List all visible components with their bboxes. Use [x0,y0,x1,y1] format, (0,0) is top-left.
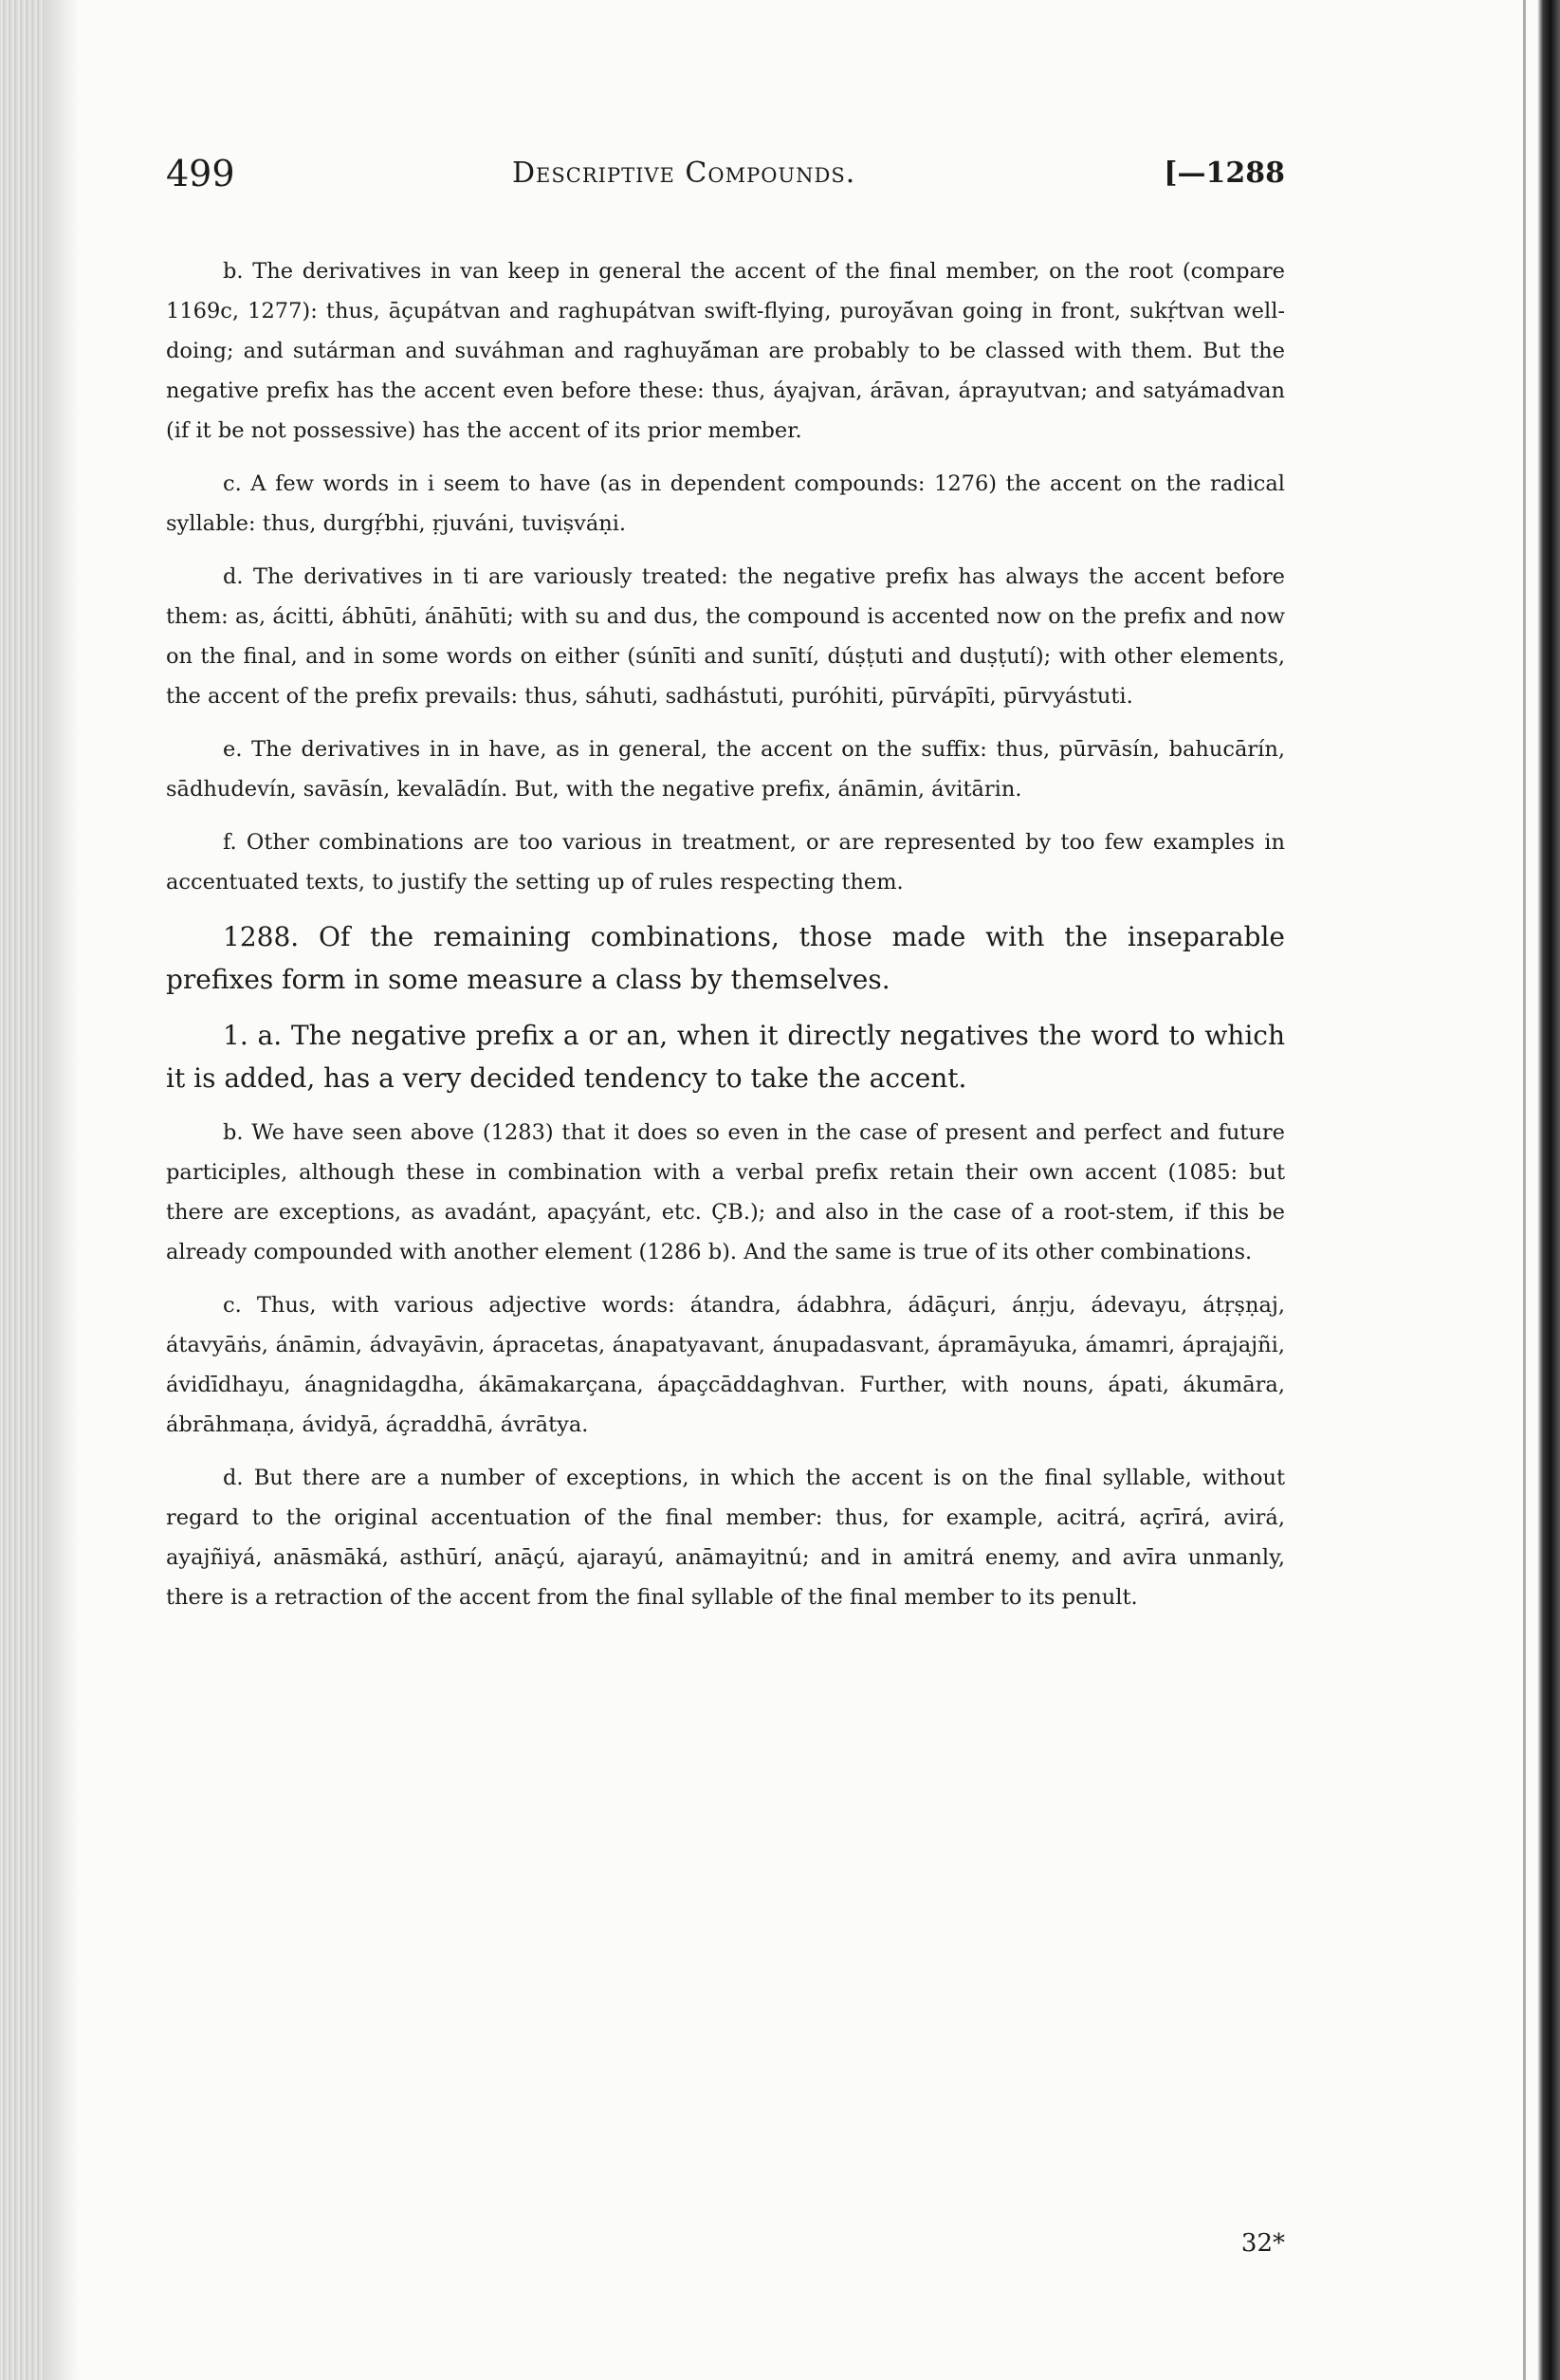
paragraph-b-derivatives-van: b. The derivatives in van keep in general the accent of the final member, on the root (compare 1169c, 1277): thus, āçupátvan and raghupátvan swift-flying, puroyā́van going in front, sukṛ́tvan well-doing; and sutárman and suváhman and raghuyā́man are probably to be classed with them. But the negative prefix has the accent even before these: thus, áyajvan, árāvan, áprayutvan; and satyámadvan (if it be not possessive) has the accent of its prior member. [166,259,1285,443]
page-edge-line [1523,0,1526,2380]
page-content [166,119,1285,2258]
page-edge-dark [1537,0,1560,2380]
paragraph-1b-participles: b. We have seen above (1283) that it does so even in the case of present and perfect and future participles, although these in combination with a verbal prefix retain their own accent (1085: but there are exceptions, as avadánt, apaçyánt, etc. ÇB.); and also in the case of a root-stem, if this be already compounded with another element (1286 b). And the same is true of its other combinations. [166,1120,1285,1264]
paragraph-c-words-in-i: c. A few words in i seem to have (as in dependent compounds: 1276) the accent on the radical syllable: thus, durgṛ́bhi, ṛjuváni, tuviṣváṇi. [166,471,1285,536]
paragraph-1288-heading: 1288. Of the remaining combinations, those made with the inseparable prefixes form in some measure a class by themselves. [166,921,1285,995]
paragraph-e-derivatives-in: e. The derivatives in in have, as in general, the accent on the suffix: thus, pūrvāsín, bahucārín, sādhudevín, savāsín, kevalādín. But, with the negative prefix, ánāmin, ávitārin. [166,737,1285,802]
printer-signature: 32* [1240,2229,1285,2258]
paragraph-d-derivatives-ti: d. The derivatives in ti are variously treated: the negative prefix has always the accent before them: as, ácitti, ábhūti, ánāhūti; with su and dus, the compound is accented now on the prefix and now on the final, and in some words on either (súnīti and sunītí, dúṣṭuti and duṣṭutí); with other elements, the accent of the prefix prevails: thus, sáhuti, sadhástuti, puróhiti, pūrvápīti, pūrvyástuti. [166,564,1285,709]
paragraph-f-other-combinations: f. Other combinations are too various in treatment, or are represented by too few examples in accentuated texts, to justify the setting up of rules respecting them. [166,830,1285,895]
gutter-shadow [44,0,80,2380]
running-title: Descriptive Compounds. [512,157,856,190]
book-spine-shadow [0,0,44,2380]
running-header [166,119,1285,194]
paragraph-1d-exceptions: d. But there are a number of exceptions, in which the accent is on the final syllable, without regard to the original accentuation of the final member: thus, for example, acitrá, açrīrá, avirá, ayajñiyá, anāsmāká, asthūrí, anāçú, ajarayú, anāmayitnú; and in amitrá enemy, and avīra unmanly, there is a retraction of the accent from the final syllable of the final member to its penult. [166,1466,1285,1610]
page-number: 499 [166,153,235,194]
section-reference: [—1288 [1164,157,1285,190]
paragraph-1a-negative-prefix: 1. a. The negative prefix a or an, when it directly negatives the word to which it is added, has a very decided tendency to take the accent. [166,1020,1285,1094]
paragraph-1c-adjective-words: c. Thus, with various adjective words: átandra, ádabhra, ádāçuri, ánṛju, ádevayu, átṛṣṇaj, átavyāṅs, ánāmin, ádvayāvin, ápracetas, ánapatyavant, ánupadasvant, ápramāyuka, ámamri, áprajajñi, ávidīdhayu, ánagnidagdha, ákāmakarçana, ápaçcāddaghvan. Further, with nouns, ápati, ákumāra, ábrāhmaṇa, ávidyā, áçraddhā, ávrātya. [166,1293,1285,1437]
body-text [166,251,1285,1617]
